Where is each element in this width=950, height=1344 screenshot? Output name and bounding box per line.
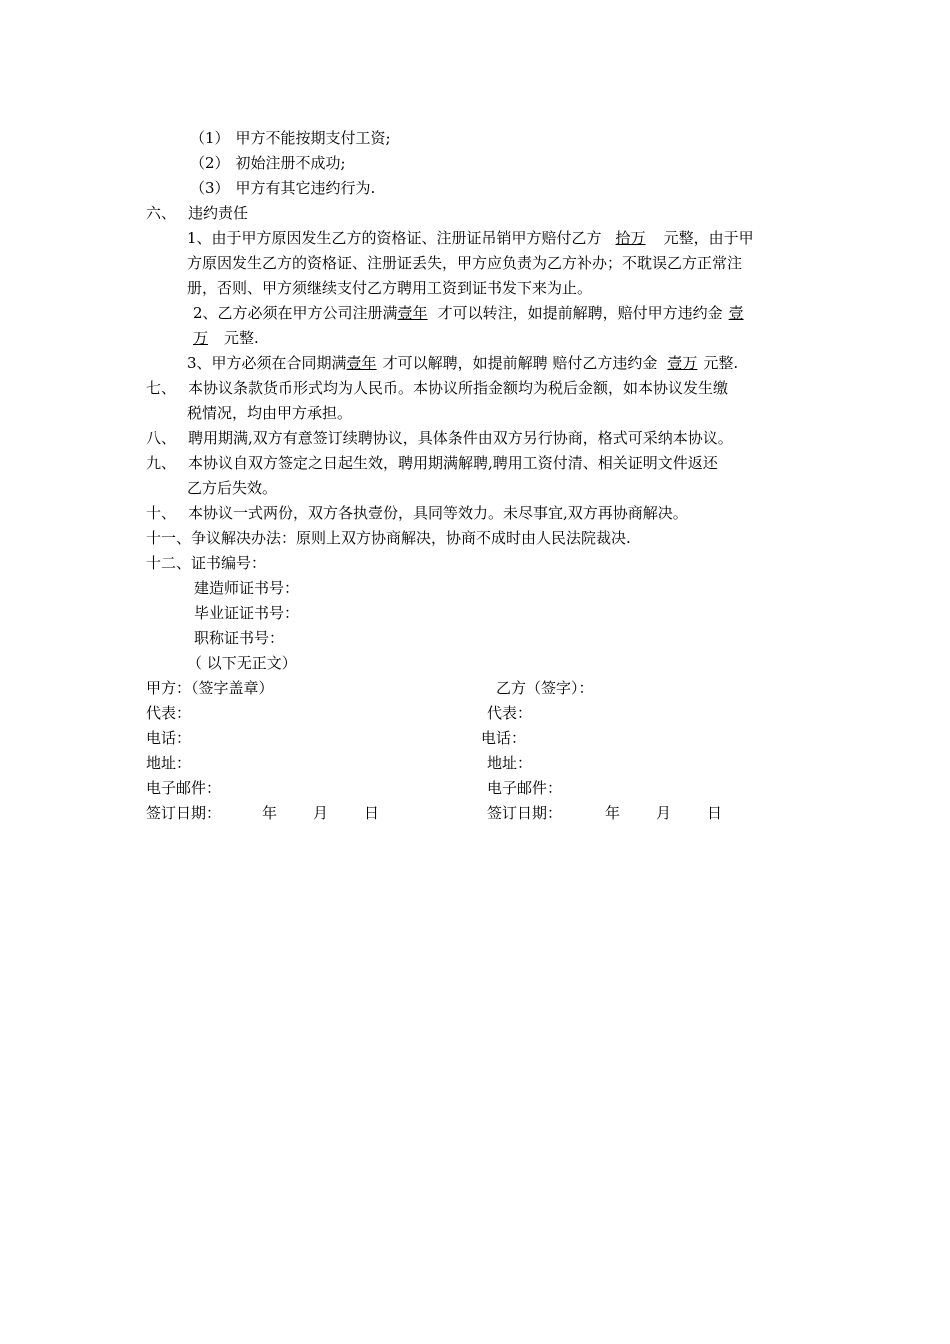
party-a-date-label: 签订日期：	[146, 804, 222, 822]
party-a-rep: 代表：	[146, 704, 192, 722]
text-run: 2、乙方必须在甲方公司注册满	[193, 304, 398, 322]
party-b-year: 年	[605, 804, 621, 822]
text-run: 本协议自双方签定之日起生效，聘用期满解聘,聘用工资付清、相关证明文件返还	[188, 454, 718, 472]
text-run: 聘用期满,双方有意签订续聘协议，具体条件由双方另行协商，格式可采纳本协议。	[188, 429, 733, 447]
party-a-phone: 电话：	[146, 729, 192, 747]
text-run: 才可以解聘，如提前解聘 赔付乙方违约金	[382, 354, 658, 372]
party-a-year: 年	[262, 804, 278, 822]
section-7-line-2: 税情况，均由甲方承担。	[187, 404, 353, 422]
section-6-para-1-line-3: 册，否则、甲方须继续支付乙方聘用工资到证书发下来为止。	[187, 279, 593, 297]
section-11: 十一、争议解决办法：原则上双方协商解决，协商不成时由人民法院裁决.	[146, 529, 631, 547]
section-6-para-2-line-2	[193, 328, 259, 348]
section-9	[146, 453, 718, 473]
cert-builder-number: 建造师证书号：	[194, 579, 300, 597]
section-6-para-3	[187, 353, 738, 373]
section-number: 九、	[146, 454, 177, 472]
text-run: 元整.	[703, 354, 739, 372]
party-b-date-label: 签订日期：	[487, 804, 563, 822]
party-a-month: 月	[313, 804, 329, 822]
text-run: 本协议一式两份，双方各执壹份，具同等效力。未尽事宜,双方再协商解决。	[188, 504, 688, 522]
text-run: 元整，由于甲	[663, 229, 754, 247]
party-a-address: 地址：	[146, 754, 192, 772]
section-6-para-1-line-2: 方原因发生乙方的资格证、注册证丢失，甲方应负责为乙方补办；不耽误乙方正常注	[187, 254, 743, 272]
list-item	[190, 153, 346, 173]
party-a-title: 甲方：（签字盖章）	[146, 679, 274, 697]
end-note: （ 以下无正文）	[187, 654, 297, 672]
section-10	[146, 503, 688, 523]
contract-period: 壹年	[346, 354, 377, 372]
list-item	[190, 128, 391, 148]
party-b-day: 日	[707, 804, 723, 822]
party-a-email: 电子邮件：	[146, 779, 222, 797]
party-b-email: 电子邮件：	[487, 779, 563, 797]
penalty-amount-part-2: 万	[193, 329, 209, 347]
cert-title-number: 职称证书号：	[194, 629, 285, 647]
penalty-amount: 壹万	[667, 354, 698, 372]
party-b-rep: 代表：	[487, 704, 533, 722]
section-number: 七、	[146, 379, 177, 397]
text-run: 才可以转注，如提前解聘，赔付甲方违约金	[437, 304, 723, 322]
list-item-text: 甲方有其它违约行为.	[235, 179, 376, 197]
compensation-amount: 拾万	[615, 229, 646, 247]
list-item-number: （3）	[190, 179, 230, 197]
section-title: 违约责任	[188, 204, 249, 222]
list-item-text: 甲方不能按期支付工资;	[235, 129, 391, 147]
section-6-para-2-line-1	[193, 303, 744, 323]
list-item-number: （1）	[190, 129, 230, 147]
registration-period: 壹年	[397, 304, 428, 322]
section-12-title: 十二、证书编号：	[146, 554, 267, 572]
cert-diploma-number: 毕业证证书号：	[194, 604, 300, 622]
text-run: 3、甲方必须在合同期满	[187, 354, 347, 372]
text-run: 1、由于甲方原因发生乙方的资格证、注册证吊销甲方赔付乙方	[187, 229, 602, 247]
penalty-amount-part-1: 壹	[728, 304, 744, 322]
section-6-heading	[146, 203, 248, 223]
text-run: 元整.	[224, 329, 259, 347]
section-8	[146, 428, 733, 448]
section-number: 六、	[146, 204, 177, 222]
section-number: 十、	[146, 504, 177, 522]
section-9-line-2: 乙方后失效。	[187, 479, 278, 497]
section-7	[146, 378, 728, 398]
list-item	[190, 178, 375, 198]
section-6-para-1-line-1	[187, 228, 754, 248]
party-b-title: 乙方（签字）：	[496, 679, 594, 697]
list-item-text: 初始注册不成功;	[235, 154, 346, 172]
list-item-number: （2）	[190, 154, 230, 172]
party-b-phone: 电话：	[481, 729, 527, 747]
section-number: 八、	[146, 429, 177, 447]
text-run: 本协议条款货币形式均为人民币。本协议所指金额均为税后金额，如本协议发生缴	[188, 379, 729, 397]
party-a-day: 日	[364, 804, 380, 822]
party-b-month: 月	[656, 804, 672, 822]
party-b-address: 地址：	[487, 754, 533, 772]
